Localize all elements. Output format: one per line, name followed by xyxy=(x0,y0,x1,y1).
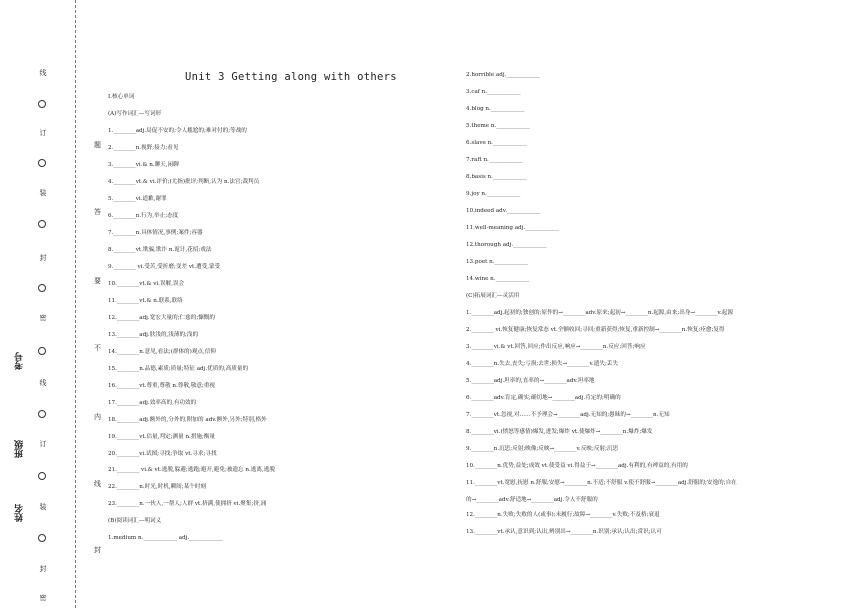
worksheet-line: 21.________ vi.& vt.逃脱,躲避;逃跑;避开,避免;被遗忘 n.逃离,逃脱 xyxy=(108,467,275,473)
binding-char: 装 xyxy=(39,189,47,197)
worksheet-line: 9.________ vi.受苦,受折磨;变差 vt.遭受,蒙受 xyxy=(108,264,221,270)
binding-note-char: 不 xyxy=(94,344,101,352)
worksheet-line: 9.________n.沉思;反射;映像;反映→________v.反映;反射;沉思 xyxy=(466,446,619,452)
binding-circle xyxy=(38,410,46,418)
binding-note-char: 线 xyxy=(94,480,101,488)
binding-note-char: 题 xyxy=(94,141,101,149)
worksheet-line: 14.wine n.____________ xyxy=(466,276,530,282)
worksheet-line: 10.indeed adv.____________ xyxy=(466,208,541,214)
worksheet-line: 1.medium n.____________ adj.____________ xyxy=(108,535,223,541)
worksheet-line: 4.________n.失去,丧失;亏损;去世;损失→________v.遗失;丢失 xyxy=(466,361,619,367)
binding-circle xyxy=(38,472,46,480)
page-title: Unit 3 Getting along with others xyxy=(185,71,397,83)
worksheet-line: 10.________vt.& vi.误解,误会 xyxy=(108,281,185,287)
binding-char: 装 xyxy=(39,503,47,511)
worksheet-line: 17.________adj.效率高的,有功效的 xyxy=(108,400,197,406)
worksheet-line: 5.theme n.____________ xyxy=(466,123,530,129)
binding-char: 封 xyxy=(39,565,47,573)
worksheet-line: (A)写作词汇—写词形 xyxy=(108,111,162,117)
worksheet-line: Ⅰ.核心单词 xyxy=(108,94,135,100)
worksheet-line: 13.________adj.肤浅的,浅薄的;浅的 xyxy=(108,332,199,338)
worksheet-line: 11.________vt.& n.联系,联络 xyxy=(108,298,183,304)
worksheet-line: 7.________n.具体情况,事例;案件;容器 xyxy=(108,230,203,236)
worksheet-line: 13.________vt.承认,意识到;认出,辨别出→________n.识别;承认;认出;赏识;认可 xyxy=(466,529,662,535)
worksheet-line: 6.________adv.肯定,确实;确切地→________adj.肯定的;明确的 xyxy=(466,395,621,401)
worksheet-line: 12.thorough adj.____________ xyxy=(466,242,547,248)
worksheet-line: 2.________ vi.恢复健康;恢复常态 vt.全额收回;寻回;重新获得;恢复,重新控制→________n.恢复;痊愈;复得 xyxy=(466,327,725,333)
binding-char: 线 xyxy=(39,379,47,387)
worksheet-line: 3.________vi.& n.聊天,闲聊 xyxy=(108,162,179,168)
worksheet-line: 6.slave n.____________ xyxy=(466,140,527,146)
worksheet-line: 1.________adj.起初的;独创的;原作的→________adv.原来;起初→________n.起源,由来;出身→________v.起源 xyxy=(466,310,733,316)
binding-circle xyxy=(38,100,46,108)
binding-char: 密 xyxy=(39,594,47,602)
binding-circle xyxy=(38,220,46,228)
worksheet-line: 8.________vt.欺骗,欺诈 n.诡计,花招;戏法 xyxy=(108,247,212,253)
worksheet-line: 20.________vi.试图;寻找;争取 vt.寻求;寻找 xyxy=(108,451,217,457)
worksheet-line: 12.________adj.宽宏大量的;仁慈的;慷慨的 xyxy=(108,315,215,321)
worksheet-line: 11.well-meaning adj.____________ xyxy=(466,225,559,231)
binding-char: 线 xyxy=(39,69,47,77)
worksheet-line: 2.horrible adj.____________ xyxy=(466,72,540,78)
binding-char: 订 xyxy=(39,440,47,448)
worksheet-line: 18.________adj.额外的,分外的,附加的 adv.额外,另外;特别,格外 xyxy=(108,417,267,423)
worksheet-line: 3.caf n.____________ xyxy=(466,89,521,95)
worksheet-line: 1.________adj.局促不安的;令人尴尬的;难对付的;等战的 xyxy=(108,128,247,134)
worksheet-line: 7.raft n.____________ xyxy=(466,157,523,163)
worksheet-line: 11.________vt.宽慰,抚慰 n.舒服;安慰→________n.不适;不舒服 v.使不舒服→________adj.舒服的;安逸的;自在 xyxy=(466,480,737,486)
worksheet-line: 23.________n.一伙人,一帮人;人群 vt.挤满,使拥挤 vi.聚集;挤,涌 xyxy=(108,501,267,507)
worksheet-line: 6.________n.行为,举止;态度 xyxy=(108,213,179,219)
worksheet-line: 9.joy n.____________ xyxy=(466,191,521,197)
binding-circle xyxy=(38,159,46,167)
worksheet-line: 22.________n.时光,时机,瞬间;某个时刻 xyxy=(108,484,207,490)
binding-note-char: 答 xyxy=(94,208,101,216)
binding-margin xyxy=(0,0,100,608)
worksheet-line: 15.________n.品德,素质;质量;特征 adj.优质的,高质量的 xyxy=(108,366,249,372)
binding-char: 封 xyxy=(39,254,47,262)
binding-note-char: 内 xyxy=(94,413,101,421)
worksheet-line: 16.________vt.尊重,尊敬 n.尊敬,敬意;重视 xyxy=(108,383,215,389)
worksheet-line: 5.________vi.道歉,谢罪 xyxy=(108,196,167,202)
worksheet-line: 8.basis n.____________ xyxy=(466,174,527,180)
worksheet-line: 19.________vt.估量,判定;测量 n.措施;衡量 xyxy=(108,434,216,440)
exam-number-label: 考号 xyxy=(15,352,25,370)
worksheet-line: 4.________vt.& vi.评价;(尤指)批评;判断,认为 n.法官;裁判员 xyxy=(108,179,260,185)
binding-note-char: 封 xyxy=(94,546,101,554)
worksheet-line: 2.________n.视野;接力;看见 xyxy=(108,145,179,151)
binding-char: 订 xyxy=(39,129,47,137)
worksheet-line: 7.________vt.忽视,对……不予理会→________adj.无知的;愚昧的→________n.无知 xyxy=(466,412,670,418)
binding-char: 密 xyxy=(39,314,47,322)
binding-note-char: 要 xyxy=(94,277,101,285)
name-label: 姓名 xyxy=(15,504,25,522)
worksheet-line: 12.________n.失败;失败的人(或事);未履行;故障→________v.失败;不及格;衰退 xyxy=(466,512,660,518)
binding-circle xyxy=(38,347,46,355)
worksheet-line: 14.________n.意见,看法;(群体的)观点,信仰 xyxy=(108,349,216,355)
worksheet-line: 8.________vi.(愤怒等感情)爆发,进发;爆炸 vt.使爆炸→________n.爆炸;爆发 xyxy=(466,429,653,435)
worksheet-line: (B)阅读词汇—明词义 xyxy=(108,518,162,524)
binding-circle xyxy=(38,534,46,542)
worksheet-line: 5.________adj.坦率的,直率的→________adv.坦率地 xyxy=(466,378,595,384)
worksheet-line: (C)拓展词汇—灵活用 xyxy=(466,293,520,299)
class-label: 班级 xyxy=(15,440,25,458)
binding-cut-line xyxy=(75,0,76,608)
worksheet-line: 3.________vi.& vt.回答,回应;作出反应,响应→________n.反应;回答;响应 xyxy=(466,344,646,350)
worksheet-line: 4.blog n.____________ xyxy=(466,106,525,112)
worksheet-line: 13.poet n.____________ xyxy=(466,259,529,265)
worksheet-line: 10.________n.优势,益处;成效 vt.使受益 vi.得益于→________adj.有利的,有裨益的,有用的 xyxy=(466,463,688,469)
binding-circle xyxy=(38,284,46,292)
worksheet-line: 的→________adv.舒适地→________adj.令人不舒服的 xyxy=(466,497,598,503)
